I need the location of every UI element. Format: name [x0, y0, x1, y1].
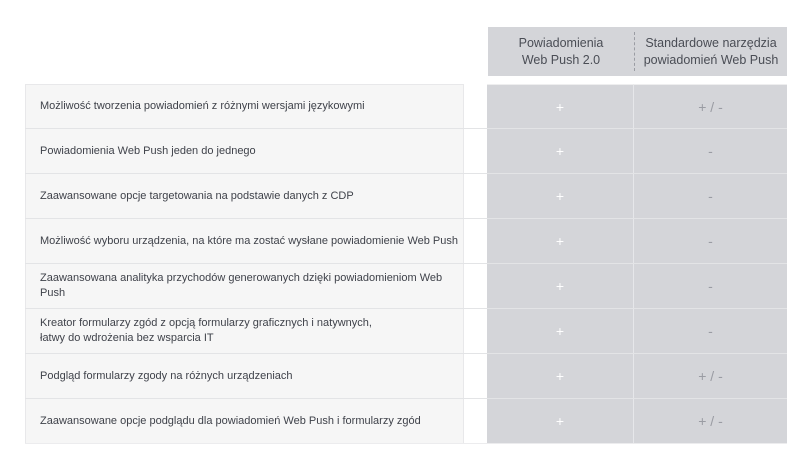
comparison-table: [25, 84, 787, 444]
table-row: [25, 354, 787, 399]
table-row: [25, 399, 787, 444]
standard-tools-value: -: [634, 174, 787, 218]
standard-tools-value: + / -: [634, 84, 787, 128]
standard-tools-value: -: [634, 129, 787, 173]
feature-label: Podgląd formularzy zgody na różnych urządzeniach: [25, 354, 464, 398]
feature-label: Zaawansowane opcje targetowania na podstawie danych z CDP: [25, 174, 464, 218]
header-web-push-2-0: Powiadomienia Web Push 2.0: [518, 35, 604, 67]
feature-label: Zaawansowana analityka przychodów generowanych dzięki powiadomieniom Web Push: [25, 264, 464, 308]
table-row: [25, 219, 787, 264]
table-row: [25, 264, 787, 309]
standard-tools-value: -: [634, 309, 787, 353]
table-row: [25, 129, 787, 174]
web-push-2-0-value: +: [487, 84, 634, 128]
feature-label: Możliwość tworzenia powiadomień z różnymi wersjami językowymi: [25, 84, 464, 128]
web-push-2-0-value: +: [487, 354, 634, 398]
comparison-header: [488, 27, 787, 76]
feature-label: Kreator formularzy zgód z opcją formularzy graficznych i natywnych, łatwy do wdrożenia bez wsparcia IT: [25, 309, 464, 353]
table-row: [25, 309, 787, 354]
web-push-2-0-value: +: [487, 219, 634, 263]
web-push-2-0-value: +: [487, 174, 634, 218]
web-push-2-0-value: +: [487, 399, 634, 443]
web-push-2-0-value: +: [487, 129, 634, 173]
table-row: [25, 174, 787, 219]
feature-label: Zaawansowane opcje podglądu dla powiadomień Web Push i formularzy zgód: [25, 399, 464, 443]
feature-label: Możliwość wyboru urządzenia, na które ma zostać wysłane powiadomienie Web Push: [25, 219, 464, 263]
table-row: [25, 84, 787, 129]
feature-label: Powiadomienia Web Push jeden do jednego: [25, 129, 464, 173]
standard-tools-value: + / -: [634, 354, 787, 398]
web-push-2-0-value: +: [487, 309, 634, 353]
standard-tools-value: -: [634, 219, 787, 263]
standard-tools-value: + / -: [634, 399, 787, 443]
header-standard-tools: Standardowe narzędzia powiadomień Web Push: [643, 35, 779, 67]
web-push-2-0-value: +: [487, 264, 634, 308]
standard-tools-value: -: [634, 264, 787, 308]
